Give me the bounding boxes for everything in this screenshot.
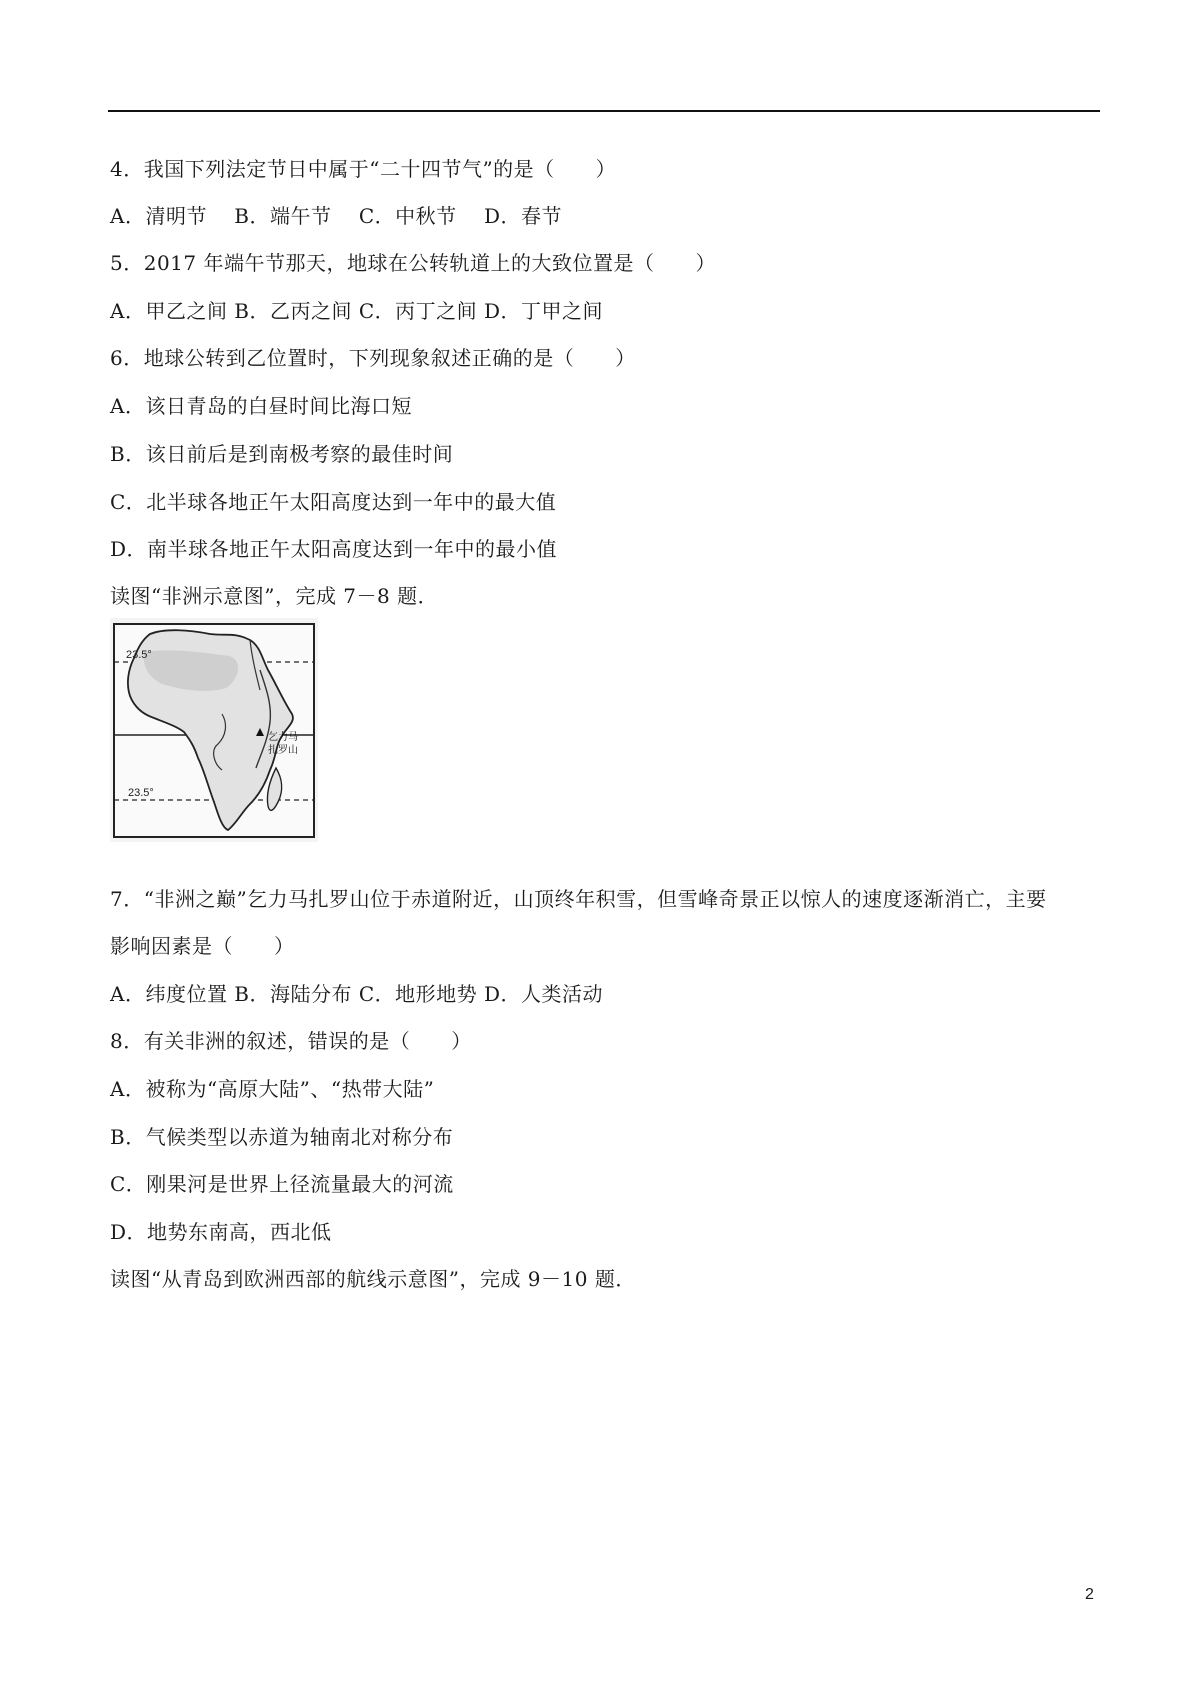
latitude-label-north: 23.5°	[126, 649, 152, 661]
question-7-stem-line2: 影响因素是（ ）	[110, 934, 295, 958]
mountain-label-line2: 扎罗山	[268, 745, 298, 756]
question-5-options: A．甲乙之间 B．乙丙之间 C．丙丁之间 D．丁甲之间	[110, 299, 604, 323]
question-7-options: A．纬度位置 B．海陆分布 C．地形地势 D．人类活动	[110, 982, 604, 1006]
question-6-option-d: D．南半球各地正午太阳高度达到一年中的最小值	[110, 537, 558, 561]
header-rule	[108, 110, 1100, 112]
question-8-option-c: C．刚果河是世界上径流量最大的河流	[110, 1172, 454, 1196]
question-6-option-a: A．该日青岛的白昼时间比海口短	[110, 394, 412, 418]
question-7-stem-line1: 7．“非洲之巅”乞力马扎罗山位于赤道附近，山顶终年积雪，但雪峰奇景正以惊人的速度逐渐消亡，主要	[110, 887, 1047, 911]
question-8-stem: 8．有关非洲的叙述，错误的是（ ）	[110, 1029, 472, 1053]
question-5-stem: 5．2017 年端午节那天，地球在公转轨道上的大致位置是（ ）	[110, 251, 716, 275]
question-6-stem: 6．地球公转到乙位置时，下列现象叙述正确的是（ ）	[110, 346, 636, 370]
latitude-label-south: 23.5°	[128, 787, 154, 799]
instruction-9-10: 读图“从青岛到欧洲西部的航线示意图”，完成 9－10 题．	[110, 1267, 636, 1291]
mountain-label-line1: 乞力马	[268, 732, 298, 743]
question-4-options: A．清明节 B．端午节 C．中秋节 D．春节	[110, 204, 563, 228]
question-6-option-c: C．北半球各地正午太阳高度达到一年中的最大值	[110, 490, 557, 514]
question-8-option-a: A．被称为“高原大陆”、“热带大陆”	[110, 1077, 435, 1101]
africa-map	[110, 618, 318, 842]
question-6-option-b: B．该日前后是到南极考察的最佳时间	[110, 442, 454, 466]
instruction-7-8: 读图“非洲示意图”，完成 7－8 题．	[110, 584, 439, 608]
africa-map-figure	[110, 618, 318, 842]
question-4-stem: 4．我国下列法定节日中属于“二十四节气”的是（ ）	[110, 157, 617, 181]
question-8-option-d: D．地势东南高，西北低	[110, 1220, 332, 1244]
page-number: 2	[1085, 1586, 1094, 1603]
question-8-option-b: B．气候类型以赤道为轴南北对称分布	[110, 1125, 454, 1149]
